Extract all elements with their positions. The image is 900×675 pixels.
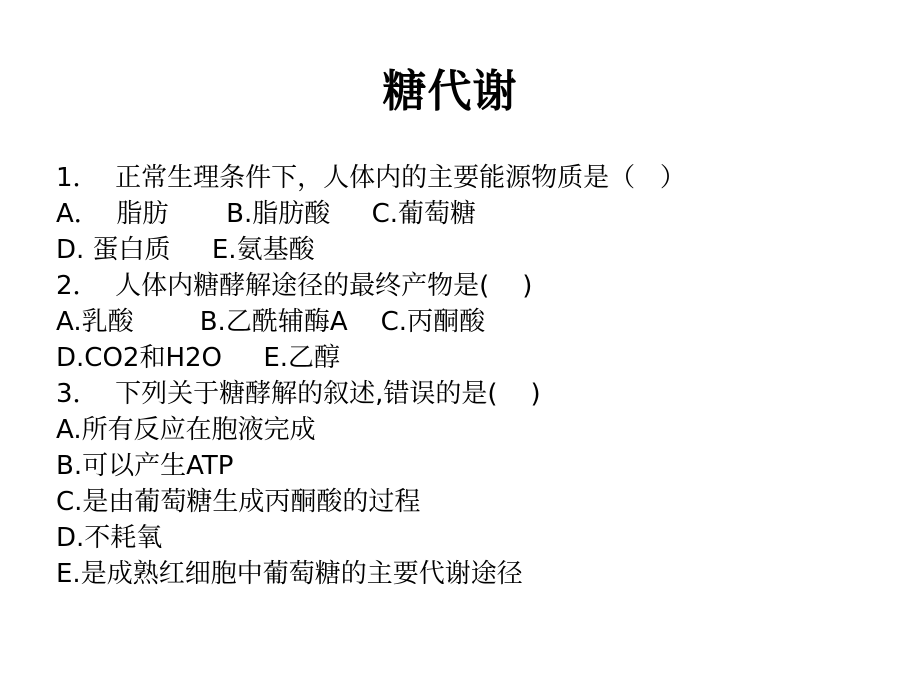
question-3-option-b: B.可以产生ATP bbox=[56, 451, 234, 481]
question-1-options-a-c: A． 脂肪 B.脂肪酸 C.葡萄糖 bbox=[56, 199, 477, 229]
question-2-options-a-c: A.乳酸 B.乙酰辅酶A C.丙酮酸 bbox=[56, 307, 486, 337]
question-list bbox=[56, 160, 876, 592]
question-3-option-e: E.是成熟红细胞中葡萄糖的主要代谢途径 bbox=[56, 559, 523, 589]
question-3-stem: 3． 下列关于糖酵解的叙述,错误的是( ) bbox=[56, 379, 541, 409]
slide-title: 糖代谢 bbox=[382, 66, 518, 117]
question-3-option-a: A.所有反应在胞液完成 bbox=[56, 415, 316, 445]
question-1-options-d-e: D. 蛋白质 E.氨基酸 bbox=[56, 235, 315, 265]
question-2-options-d-e: D.CO2和H2O E.乙醇 bbox=[56, 343, 341, 373]
question-1-stem: 1． 正常生理条件下，人体内的主要能源物质是（ ） bbox=[56, 163, 686, 193]
question-2-stem: 2． 人体内糖酵解途径的最终产物是( ) bbox=[56, 271, 533, 301]
question-3-option-d: D.不耗氧 bbox=[56, 523, 163, 553]
question-3-option-c: C.是由葡萄糖生成丙酮酸的过程 bbox=[56, 487, 421, 517]
